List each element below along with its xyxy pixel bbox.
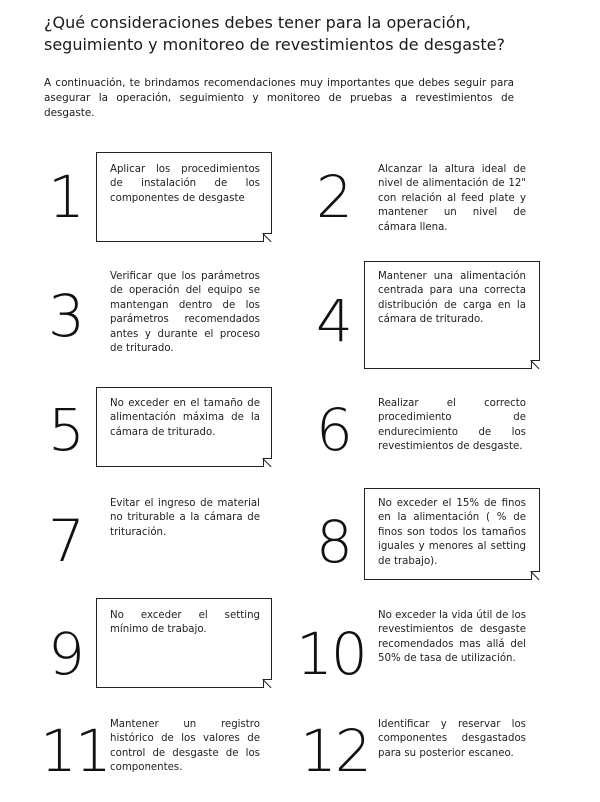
item-4-number: 4 — [316, 287, 351, 355]
item-8-number: 8 — [316, 508, 351, 576]
item-3-text: Verificar que los parámetros de operación del equipo se mantengan dentro de los parámetros recomendados antes y durante el proceso de triturado. — [110, 271, 260, 355]
intro-paragraph: A continuación, te brindamos recomendaciones muy importantes que debes seguir para asegurar la operación, seguimiento y monitoreo de pruebas a revestimientos de desgaste. — [44, 77, 514, 119]
item-5-number: 5 — [48, 396, 83, 464]
item-12-text: Identificar y reservar los componentes desgastados para su posterior escaneo. — [378, 719, 526, 759]
item-2-number: 2 — [316, 163, 351, 231]
item-11-text: Mantener un registro histórico de los valores de control de desgaste de los componentes. — [110, 719, 260, 774]
item-7-text: Evitar el ingreso de material no triturable a la cámara de trituración. — [110, 498, 260, 538]
item-1-text: Aplicar los procedimientos de instalación de los componentes de desgaste — [110, 164, 260, 204]
item-11-number: 11 — [40, 717, 110, 785]
item-3-number: 3 — [48, 282, 83, 350]
item-10-text: No exceder la vida útil de los revestimientos de desgaste recomendados mas allá del 50% de tasa de utilización. — [378, 610, 526, 665]
item-9-number: 9 — [48, 620, 83, 688]
item-8-text: No exceder el 15% de finos en la alimentación ( % de finos son todos los tamaños iguales y menores al setting de trabajo). — [378, 498, 526, 567]
item-6-number: 6 — [316, 396, 351, 464]
folded-corner-icon — [263, 679, 272, 688]
folded-corner-icon — [531, 360, 540, 369]
item-9-text: No exceder el setting mínimo de trabajo. — [110, 610, 260, 636]
item-7-number: 7 — [48, 507, 83, 575]
item-6-text: Realizar el correcto procedimiento de endurecimiento de los revestimientos de desgaste. — [378, 398, 526, 453]
item-4-text: Mantener una alimentación centrada para una correcta distribución de carga en la cámara de triturado. — [378, 271, 526, 326]
page-title: ¿Qué consideraciones debes tener para la operación, seguimiento y monitoreo de revestimientos de desgaste? — [44, 13, 505, 54]
folded-corner-icon — [263, 458, 272, 467]
item-12-number: 12 — [300, 717, 370, 785]
folded-corner-icon — [263, 233, 272, 242]
folded-corner-icon — [531, 571, 540, 580]
item-10-number: 10 — [296, 620, 366, 688]
item-1-number: 1 — [48, 163, 83, 231]
item-5-text: No exceder en el tamaño de alimentación máxima de la cámara de triturado. — [110, 398, 260, 438]
item-2-text: Alcanzar la altura ideal de nivel de alimentación de 12" con relación al feed plate y mantener un nivel de cámara llena. — [378, 164, 526, 233]
